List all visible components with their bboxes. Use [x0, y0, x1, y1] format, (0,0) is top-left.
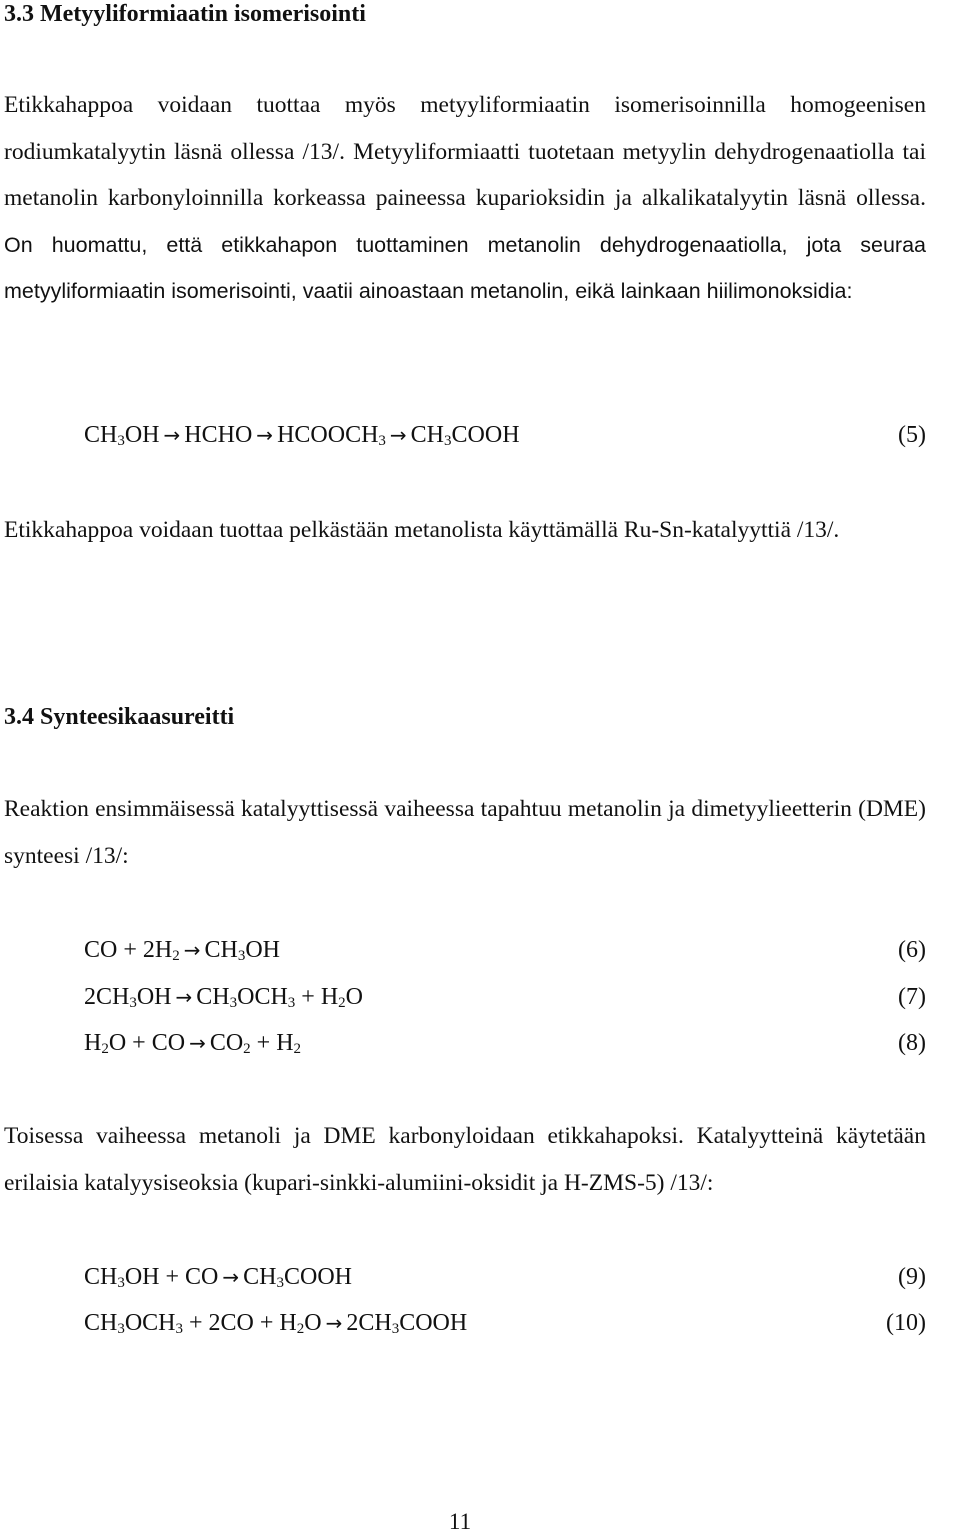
arrow-icon: → [175, 985, 193, 1009]
equation-formula: $2CH_3OH \to CH_3OCH_3 + H_2O$ [84, 980, 363, 1014]
section-heading-3-4: 3.4 Synteesikaasureitti [4, 704, 235, 730]
arrow-icon: → [389, 423, 407, 447]
paragraph-isomerization-intro [4, 82, 926, 315]
arrow-icon: → [183, 938, 201, 962]
paragraph-ru-sn-catalyst: Etikkahappoa voidaan tuottaa pelkästään metanolista käyttämällä Ru-Sn-katalyyttiä /13/. [4, 517, 840, 543]
page-number: 11 [448, 1509, 472, 1534]
equation-5 [84, 418, 926, 452]
equation-formula: $CH_3OH$ → HCHO → $HCOOCH_3$ → $CH_3COOH$ [84, 418, 520, 452]
paragraph-text: Etikkahappoa voidaan tuottaa myös metyyliformiaatin isomerisoinnilla homogeenisen rodiumkatalyytin läsnä ollessa /13/. Metyyliformiaatti tuotetaan metyylin dehydrogenaatiolla tai metanolin karbonyloinnilla korkeassa paineessa kuparioksidin ja alkalikatalyytin läsnä ollessa. [4, 92, 926, 212]
equation-number: (8) [898, 1030, 926, 1056]
equation-6 [84, 933, 926, 967]
paragraph-second-stage: Toisessa vaiheessa metanoli ja DME karbonyloidaan etikkahapoksi. Katalyytteinä käytetään erilaisia katalyysiseoksia (kupari-sinkki-alumiini-oksidit ja H-ZMS-5) /13/: [4, 1123, 926, 1196]
section-heading-3-3: 3.3 Metyyliformiaatin isomerisointi [4, 1, 366, 27]
equation-number: (6) [898, 937, 926, 963]
paragraph-text-sans: On huomattu, että etikkahapon tuottaminen metanolin dehydrogenaatiolla, jota seuraa metyyliformiaatin isomerisointi, vaatii ainoastaan metanolin, eikä lainkaan hiilimonoksidia: [4, 232, 926, 304]
equation-8 [84, 1026, 926, 1060]
arrow-icon: → [256, 423, 274, 447]
arrow-icon: → [163, 423, 181, 447]
equation-formula: CO + $2H_2 \to CH_3OH$ [84, 933, 280, 967]
equation-7 [84, 980, 926, 1014]
equation-10 [84, 1306, 926, 1340]
equation-formula: $H_2O$ + CO → $CO_2 + H_2$ [84, 1026, 301, 1060]
arrow-icon: → [189, 1031, 206, 1055]
paragraph-first-stage: Reaktion ensimmäisessä katalyyttisessä vaiheessa tapahtuu metanolin ja dimetyylieetterin (DME) synteesi /13/: [4, 796, 926, 869]
arrow-icon: → [222, 1265, 240, 1289]
arrow-icon: → [325, 1311, 343, 1335]
equation-number: (7) [898, 984, 926, 1010]
equation-formula: $CH_3OCH_3 + 2CO + H_2O$ → $2CH_3COOH$ [84, 1306, 467, 1340]
equation-9 [84, 1260, 926, 1294]
equation-number: (5) [898, 422, 926, 448]
equation-number: (9) [898, 1264, 926, 1290]
equation-number: (10) [886, 1310, 926, 1336]
equation-formula: $CH_3OH$ + CO → $CH_3COOH$ [84, 1260, 352, 1294]
